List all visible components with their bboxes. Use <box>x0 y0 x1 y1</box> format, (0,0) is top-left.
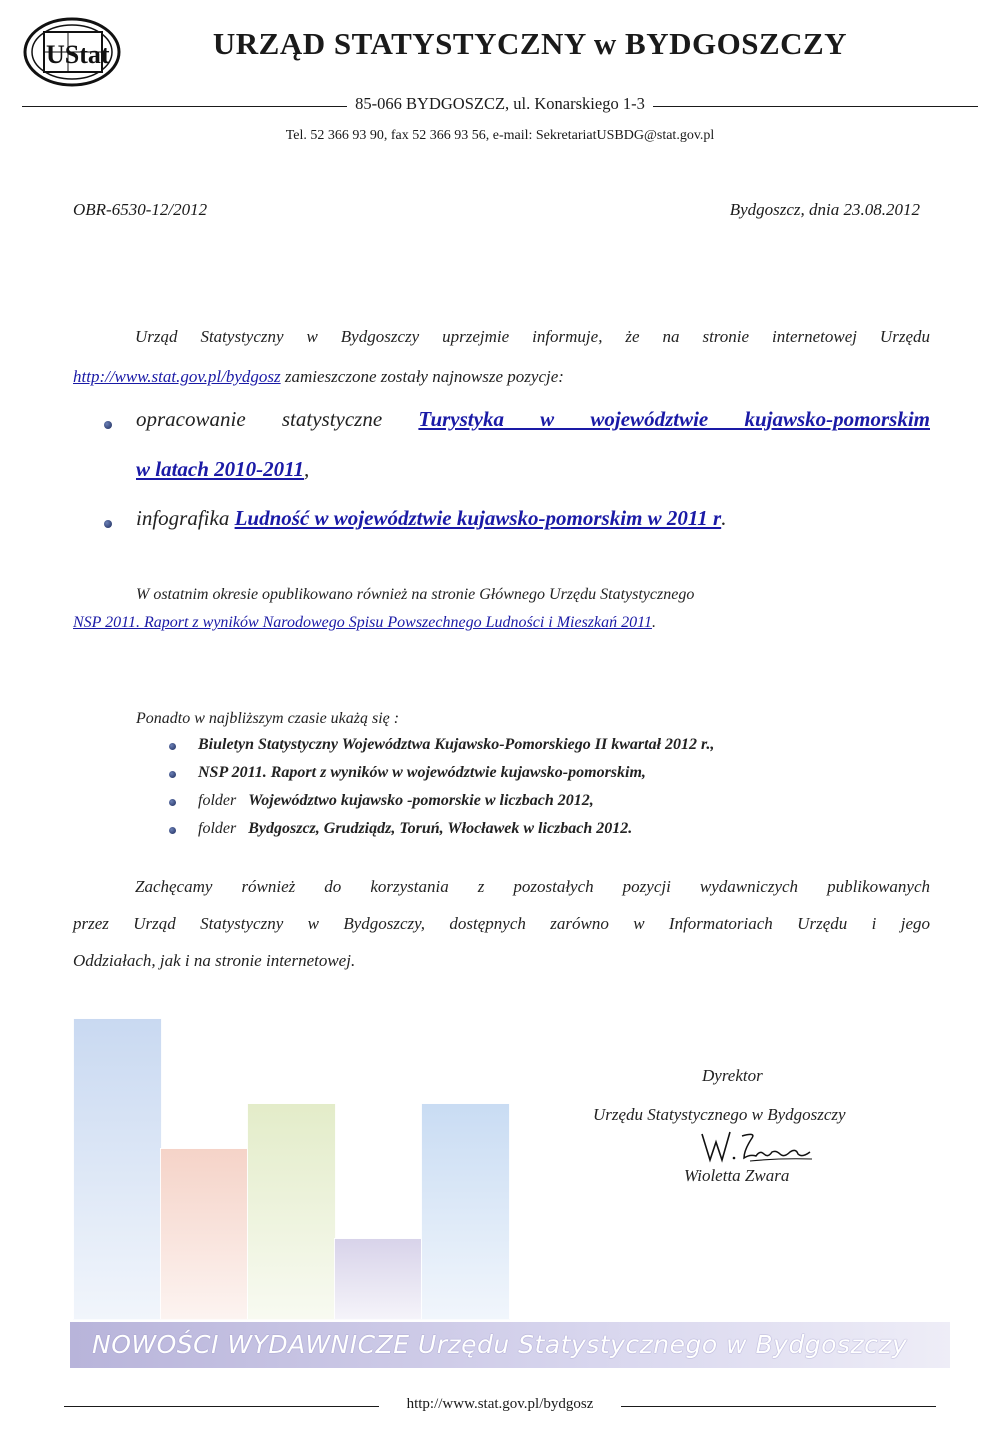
upcoming-item-4-title: Bydgoszcz, Grudziądz, Toruń, Włocławek w liczbach 2012. <box>248 820 633 837</box>
upcoming-item-3 <box>198 792 594 810</box>
bullet-icon <box>104 520 112 528</box>
organization-title: URZĄD STATYSTYCZNY w BYDGOSZCZY <box>212 26 848 61</box>
upcoming-item-2 <box>198 764 646 782</box>
publication-item-1-cont <box>136 457 309 482</box>
upcoming-item-3-label: folder <box>198 792 237 809</box>
tourism-publication-link-cont[interactable]: w latach 2010-2011 <box>136 457 305 481</box>
item-1-suffix: , <box>304 457 310 481</box>
recent-text: W ostatnim okresie opublikowano również na stronie Głównego Urzędu Statystycznego <box>136 586 695 603</box>
intro-line-2 <box>73 358 930 396</box>
closing-line-2: przez Urząd Statystyczny w Bydgoszczy, dostępnych zarówno w Informatoriach Urzędu i jego <box>73 914 930 933</box>
signature-title: Dyrektor <box>702 1066 763 1085</box>
population-infographic-link[interactable]: Ludność w województwie kujawsko-pomorskim w 2011 r <box>234 506 722 530</box>
publications-banner-text: NOWOŚCI WYDAWNICZE Urzędu Statystycznego w Bydgoszczy <box>92 1330 908 1359</box>
recent-suffix: . <box>651 614 656 631</box>
bullet-icon <box>169 771 176 778</box>
bullet-icon <box>104 421 112 429</box>
upcoming-item-3-title: Województwo kujawsko -pomorskie w liczbach 2012, <box>248 792 594 809</box>
signatory-name: Wioletta Zwara <box>684 1166 790 1185</box>
closing-line-1: Zachęcamy również do korzystania z pozostałych pozycji wydawniczych publikowanych <box>135 877 930 896</box>
upcoming-item-4-label: folder <box>198 820 237 837</box>
signature-office: Urzędu Statystycznego w Bydgoszczy <box>593 1105 846 1124</box>
upcoming-item-2-title: NSP 2011. Raport z wyników w województwie kujawsko-pomorskim, <box>198 764 646 781</box>
nsp-report-link[interactable]: NSP 2011. Raport z wyników Narodowego Spisu Powszechnego Ludności i Mieszkań 2011 <box>73 614 652 631</box>
closing-line-3: Oddziałach, jak i na stronie internetowej. <box>73 951 356 970</box>
footer-url <box>0 1396 1000 1413</box>
handwritten-signature <box>700 1128 830 1164</box>
letter-date: Bydgoszcz, dnia 23.08.2012 <box>729 200 920 219</box>
decor-bar <box>247 1103 336 1320</box>
ustat-logo <box>22 16 122 88</box>
item-1-prefix: opracowanie statystyczne <box>136 407 419 431</box>
upcoming-intro: Ponadto w najbliższym czasie ukażą się : <box>136 710 400 727</box>
publication-item-2 <box>136 506 726 531</box>
bullet-icon <box>169 827 176 834</box>
item-2-prefix: infografika <box>136 506 235 530</box>
address-text: 85-066 BYDGOSZCZ, ul. Konarskiego 1-3 <box>347 94 653 113</box>
contact-line: Tel. 52 366 93 90, fax 52 366 93 56, e-mail: SekretariatUSBDG@stat.gov.pl <box>285 128 715 143</box>
upcoming-item-1-title: Biuletyn Statystyczny Województwa Kujawsko-Pomorskiego II kwartał 2012 r., <box>198 736 715 753</box>
reference-number: OBR-6530-12/2012 <box>73 200 208 219</box>
address-line <box>0 94 1000 114</box>
office-website-link[interactable]: http://www.stat.gov.pl/bydgosz <box>73 367 281 386</box>
item-2-suffix: . <box>721 506 727 530</box>
decor-bar <box>73 1018 162 1320</box>
bullet-icon <box>169 743 176 750</box>
bullet-icon <box>169 799 176 806</box>
publication-item-1 <box>136 407 930 432</box>
recent-line-2 <box>73 604 656 642</box>
upcoming-item-1 <box>198 736 714 754</box>
decor-bar <box>334 1238 423 1320</box>
decor-bar <box>421 1103 510 1320</box>
decor-bar <box>160 1148 249 1320</box>
footer-url-text: http://www.stat.gov.pl/bydgosz <box>379 1396 622 1412</box>
intro-line-1 <box>73 318 930 356</box>
intro-text-after: zamieszczone zostały najnowsze pozycje: <box>280 367 564 386</box>
intro-text: Urząd Statystyczny w Bydgoszczy uprzejmie informuje, że na stronie internetowej Urzędu <box>135 327 930 346</box>
upcoming-item-4 <box>198 820 632 838</box>
tourism-publication-link[interactable]: Turystyka w województwie kujawsko-pomorskim <box>418 407 930 431</box>
logo-text: UStat <box>46 40 110 69</box>
